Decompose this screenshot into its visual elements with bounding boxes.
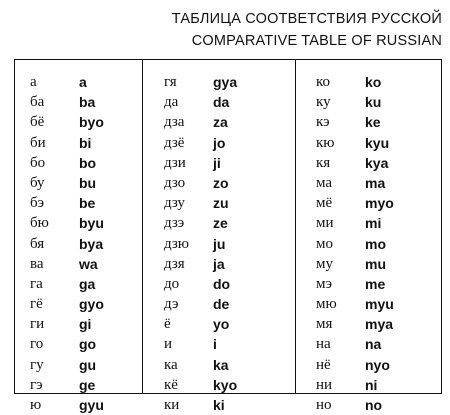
russian-syllable: мё [316, 195, 333, 212]
russian-syllable: кэ [316, 114, 330, 131]
latin-transliteration: bya [79, 235, 104, 252]
latin-transliteration: ze [213, 215, 228, 232]
latin-transliteration: ja [213, 255, 225, 272]
table-row [306, 72, 436, 92]
table-row [306, 294, 436, 314]
latin-transliteration: me [365, 275, 386, 292]
russian-syllable: дзо [164, 174, 186, 191]
table-row [306, 213, 436, 233]
latin-transliteration: nyo [365, 356, 390, 373]
russian-syllable: бё [30, 114, 45, 131]
table-row [20, 193, 150, 213]
latin-transliteration: ku [365, 94, 382, 111]
russian-syllable: ги [30, 316, 45, 333]
latin-transliteration: no [365, 397, 383, 413]
table-row [154, 254, 284, 274]
table-row [20, 314, 150, 334]
table-row [306, 375, 436, 395]
table-row [306, 334, 436, 354]
russian-syllable: кю [316, 134, 335, 151]
table-row [154, 193, 284, 213]
latin-transliteration: bi [79, 134, 92, 151]
table-row [154, 294, 284, 314]
latin-transliteration: ji [213, 154, 221, 171]
table-row [154, 355, 284, 375]
comparative-table [14, 59, 442, 413]
latin-transliteration: ki [213, 397, 225, 413]
russian-syllable: дзю [164, 235, 189, 252]
latin-transliteration: mo [365, 235, 386, 252]
latin-transliteration: myo [365, 195, 394, 212]
table-column-2 [154, 72, 284, 415]
table-column-3 [306, 72, 436, 415]
russian-syllable: ба [30, 94, 45, 111]
russian-syllable: му [316, 255, 333, 272]
latin-transliteration: ma [365, 174, 386, 191]
russian-syllable: мэ [316, 275, 333, 292]
russian-syllable: мя [316, 316, 333, 333]
latin-transliteration: kyu [365, 134, 390, 151]
russian-syllable: ко [316, 74, 331, 90]
table-row [154, 133, 284, 153]
table-row [20, 395, 150, 415]
russian-syllable: го [30, 336, 44, 353]
latin-transliteration: ke [365, 114, 381, 131]
page-title-english: COMPARATIVE TABLE OF RUSSIAN [191, 33, 442, 49]
russian-syllable: ё [164, 316, 171, 333]
latin-transliteration: gi [79, 316, 92, 333]
latin-transliteration: ju [213, 235, 226, 252]
latin-transliteration: myu [365, 296, 394, 313]
table-row [306, 395, 436, 415]
russian-syllable: да [164, 94, 179, 111]
russian-syllable: би [30, 134, 46, 151]
latin-transliteration: kya [365, 154, 389, 171]
latin-transliteration: wa [79, 255, 98, 272]
latin-transliteration: ka [213, 356, 229, 373]
latin-transliteration: a [79, 74, 87, 90]
russian-syllable: гё [30, 296, 43, 313]
russian-syllable: мю [316, 296, 337, 313]
table-row [306, 314, 436, 334]
table-row [20, 254, 150, 274]
table-row [306, 153, 436, 173]
table-row [154, 72, 284, 92]
latin-transliteration: kyo [213, 376, 238, 393]
russian-syllable: нё [316, 356, 331, 373]
table-row [306, 133, 436, 153]
table-row [20, 133, 150, 153]
table-row [306, 92, 436, 112]
russian-syllable: ку [316, 94, 331, 111]
russian-syllable: ма [316, 174, 333, 191]
table-row [20, 112, 150, 132]
table-row [154, 153, 284, 173]
latin-transliteration: ni [365, 376, 378, 393]
latin-transliteration: mi [365, 215, 382, 232]
table-row [154, 375, 284, 395]
table-row [20, 334, 150, 354]
russian-syllable: мо [316, 235, 333, 252]
table-row [20, 234, 150, 254]
table-row [306, 173, 436, 193]
russian-syllable: на [316, 336, 331, 353]
russian-syllable: ва [30, 255, 44, 272]
table-column-1 [20, 72, 150, 415]
latin-transliteration: de [213, 296, 230, 313]
russian-syllable: кя [316, 154, 331, 171]
russian-syllable: а [30, 74, 37, 90]
table-row [306, 355, 436, 375]
table-row [154, 234, 284, 254]
latin-transliteration: zo [213, 174, 229, 191]
russian-syllable: дза [164, 114, 185, 131]
latin-transliteration: da [213, 94, 230, 111]
latin-transliteration: bu [79, 174, 97, 191]
russian-syllable: дзи [164, 154, 186, 171]
russian-syllable: ка [164, 356, 178, 373]
page-title-russian: ТАБЛИЦА СООТВЕТСТВИЯ РУССКОЙ [171, 11, 442, 27]
russian-syllable: дзу [164, 195, 185, 212]
russian-syllable: гя [164, 74, 177, 90]
table-row [154, 334, 284, 354]
russian-syllable: до [164, 275, 180, 292]
latin-transliteration: bo [79, 154, 97, 171]
latin-transliteration: ba [79, 94, 96, 111]
table-row [20, 355, 150, 375]
table-row [154, 112, 284, 132]
latin-transliteration: gyo [79, 296, 104, 313]
table-row [306, 112, 436, 132]
latin-transliteration: be [79, 195, 96, 212]
russian-syllable: но [316, 397, 332, 413]
latin-transliteration: byo [79, 114, 104, 131]
table-row [306, 234, 436, 254]
table-row [154, 173, 284, 193]
russian-syllable: дзё [164, 134, 185, 151]
table-row [306, 274, 436, 294]
column-divider [295, 60, 296, 393]
table-row [20, 294, 150, 314]
table-row [20, 375, 150, 395]
table-row [306, 193, 436, 213]
russian-syllable: бя [30, 235, 45, 252]
latin-transliteration: zu [213, 195, 229, 212]
table-row [154, 314, 284, 334]
table-row [306, 254, 436, 274]
russian-syllable: дзя [164, 255, 185, 272]
russian-syllable: ни [316, 376, 333, 393]
latin-transliteration: do [213, 275, 231, 292]
latin-transliteration: go [79, 336, 97, 353]
table-row [20, 274, 150, 294]
latin-transliteration: gu [79, 356, 97, 373]
russian-syllable: дзэ [164, 215, 185, 232]
russian-syllable: бю [30, 215, 49, 232]
russian-syllable: ки [164, 397, 180, 413]
latin-transliteration: jo [213, 134, 226, 151]
table-row [20, 153, 150, 173]
russian-syllable: дэ [164, 296, 179, 313]
table-row [20, 92, 150, 112]
russian-syllable: гу [30, 356, 44, 373]
latin-transliteration: na [365, 336, 382, 353]
russian-syllable: бэ [30, 195, 45, 212]
latin-transliteration: i [213, 336, 217, 353]
latin-transliteration: ge [79, 376, 96, 393]
latin-transliteration: gyu [79, 397, 104, 413]
table-row [20, 72, 150, 92]
table-row [20, 173, 150, 193]
latin-transliteration: yo [213, 316, 230, 333]
russian-syllable: га [30, 275, 43, 292]
table-row [154, 92, 284, 112]
russian-syllable: и [164, 336, 173, 353]
table-row [20, 213, 150, 233]
latin-transliteration: mu [365, 255, 386, 272]
latin-transliteration: byu [79, 215, 104, 232]
russian-syllable: гэ [30, 376, 43, 393]
russian-syllable: бу [30, 174, 45, 191]
table-row [154, 213, 284, 233]
latin-transliteration: mya [365, 316, 394, 333]
latin-transliteration: ko [365, 74, 382, 90]
russian-syllable: ю [30, 397, 42, 413]
latin-transliteration: ga [79, 275, 96, 292]
latin-transliteration: gya [213, 74, 238, 90]
table-row [154, 274, 284, 294]
russian-syllable: ми [316, 215, 334, 232]
russian-syllable: бо [30, 154, 46, 171]
latin-transliteration: za [213, 114, 228, 131]
table-row [154, 395, 284, 415]
russian-syllable: кё [164, 376, 178, 393]
